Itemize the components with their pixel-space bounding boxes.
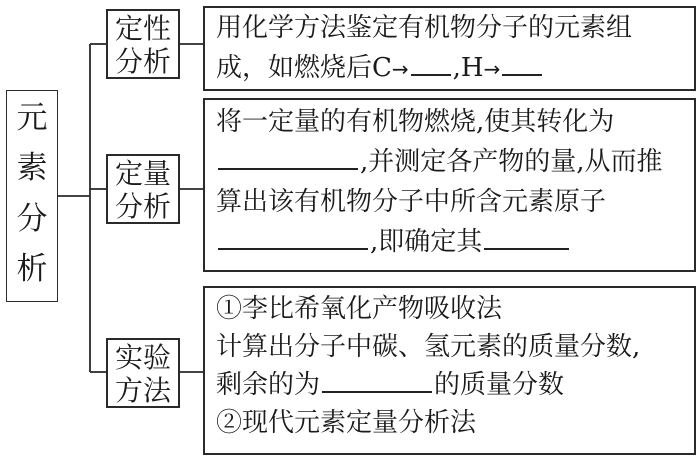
content-box-qualitative xyxy=(203,6,696,91)
content-text: ,并测定各产物的量,从而推 xyxy=(360,147,663,177)
content-text: ,即确定其 xyxy=(370,227,483,257)
fill-blank[interactable] xyxy=(218,224,368,250)
content-text: 的质量分数 xyxy=(434,370,565,400)
content-line: ②现代元素定量分析法 xyxy=(216,408,477,438)
content-text: 成，如燃烧后C xyxy=(216,53,392,83)
fill-blank[interactable] xyxy=(218,144,358,170)
branch-node-quantitative xyxy=(106,154,180,224)
branch-label: 定量 xyxy=(114,157,171,190)
fill-blank[interactable] xyxy=(322,367,432,393)
content-line: ①李比希氧化产物吸收法 xyxy=(216,294,503,324)
fill-blank[interactable] xyxy=(484,224,569,250)
content-box-method xyxy=(203,286,696,455)
content-box-quantitative xyxy=(203,98,696,272)
arrow-icon: → xyxy=(391,57,409,81)
branch-label: 定性 xyxy=(114,12,171,45)
content-line xyxy=(216,366,694,404)
branch-label: 方法 xyxy=(114,374,171,407)
fill-blank[interactable] xyxy=(502,50,542,76)
content-line xyxy=(216,48,694,89)
content-line: 算出该有机物分子中所含元素原子 xyxy=(216,187,607,217)
fill-blank[interactable] xyxy=(411,50,451,76)
content-line: 计算出分子中碳、氢元素的质量分数, xyxy=(216,332,641,362)
content-text: ,H xyxy=(452,53,484,83)
content-line xyxy=(216,222,694,262)
branch-label: 分析 xyxy=(114,190,171,223)
content-line: 用化学方法鉴定有机物分子的元素组 xyxy=(216,13,633,43)
root-char: 析 xyxy=(16,251,48,287)
root-char: 分 xyxy=(16,201,48,237)
root-char: 素 xyxy=(16,150,48,186)
root-node xyxy=(6,90,58,302)
arrow-icon: → xyxy=(483,57,501,81)
content-line xyxy=(216,142,694,182)
branch-label: 分析 xyxy=(114,45,171,78)
branch-node-method xyxy=(106,338,180,408)
content-text: 剩余的为 xyxy=(216,370,321,400)
root-char: 元 xyxy=(16,100,48,136)
content-line: 将一定量的有机物燃烧,使其转化为 xyxy=(216,107,615,137)
branch-node-qualitative xyxy=(106,9,180,79)
branch-label: 实验 xyxy=(114,341,171,374)
